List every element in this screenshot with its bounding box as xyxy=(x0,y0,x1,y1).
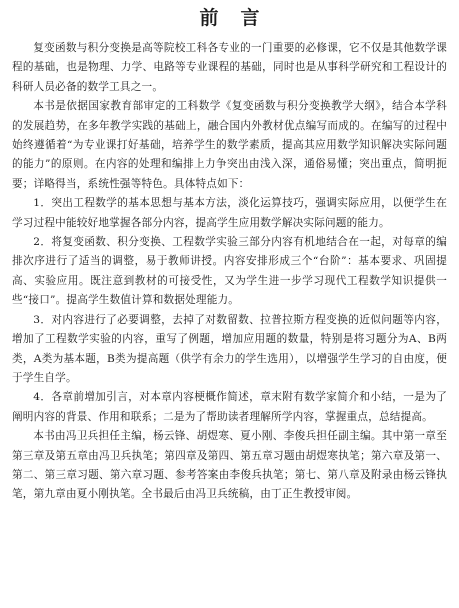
paragraph-intro: 复变函数与积分变换是高等院校工科各专业的一门重要的必修课，它不仅是其他数学课程的基础，也是物理、力学、电路等专业课程的基础，同时也是从事科学研究和工程设计的科研人员必备的数学工具之一。 xyxy=(12,42,447,93)
page-title: 前言 xyxy=(199,7,282,29)
paragraph-authors: 本书由冯卫兵担任主编，杨云锋、胡煜寒、夏小刚、李俊兵担任副主编。其中第一章至第三章及第五章由冯卫兵执笔；第四章及第四、第五章习题由胡煜寒执笔；第六章及第一、第二、第三章习题、第六章习题、参考答案由李俊兵执笔；第七、第八章及附录由杨云锋执笔，第九章由夏小刚执笔。全书最后由冯卫兵统稿，由丁正生教授审阅。 xyxy=(12,430,447,501)
paragraph-feature-1: 1．突出工程数学的基本思想与基本方法，淡化运算技巧，强调实际应用，以便学生在学习过程中能较好地掌握各部分内容，提高学生应用数学解决实际问题的能力。 xyxy=(12,197,447,229)
paragraph-feature-4: 4．各章前增加引言，对本章内容梗概作简述，章末附有数学家简介和小结，一是为了阐明内容的背景、作用和联系；二是为了帮助读者理解所学内容，掌握重点，总结提高。 xyxy=(12,391,447,423)
paragraph-feature-2: 2．将复变函数、积分变换、工程数学实验三部分内容有机地结合在一起，对每章的编排次序进行了适当的调整，易于教师讲授。内容安排形成三个“台阶”：基本要求、巩固提高、实验应用。既注意到教材的可接受性，又为学生进一步学习现代工程数学知识提供一些“接口”。提高学生数值计算和数据处理能力。 xyxy=(12,236,447,307)
paragraph-feature-3: 3．对内容进行了必要调整，去掉了对数留数、拉普拉斯方程变换的近似问题等内容，增加了工程数学实验的内容，重写了例题，增加应用题的数量，特别是将习题分为A、B两类，A类为基本题，B类为提高题（供学有余力的学生选用），以增强学生学习的自由度，便于学生自学。 xyxy=(12,313,447,384)
paragraph-basis: 本书是依据国家教育部审定的工科数学《复变函数与积分变换教学大纲》，结合本学科的发展趋势，在多年教学实践的基础上，融合国内外教材优点编写而成的。在编写的过程中始终遵循着“为专业课打好基础，培养学生的数学素质，提高其应用数学知识解决实际问题的能力”的原则。在内容的处理和编排上力争突出由浅入深，通俗易懂；突出重点，简明扼要；详略得当，系统性强等特色。具体特点如下： xyxy=(12,100,447,190)
